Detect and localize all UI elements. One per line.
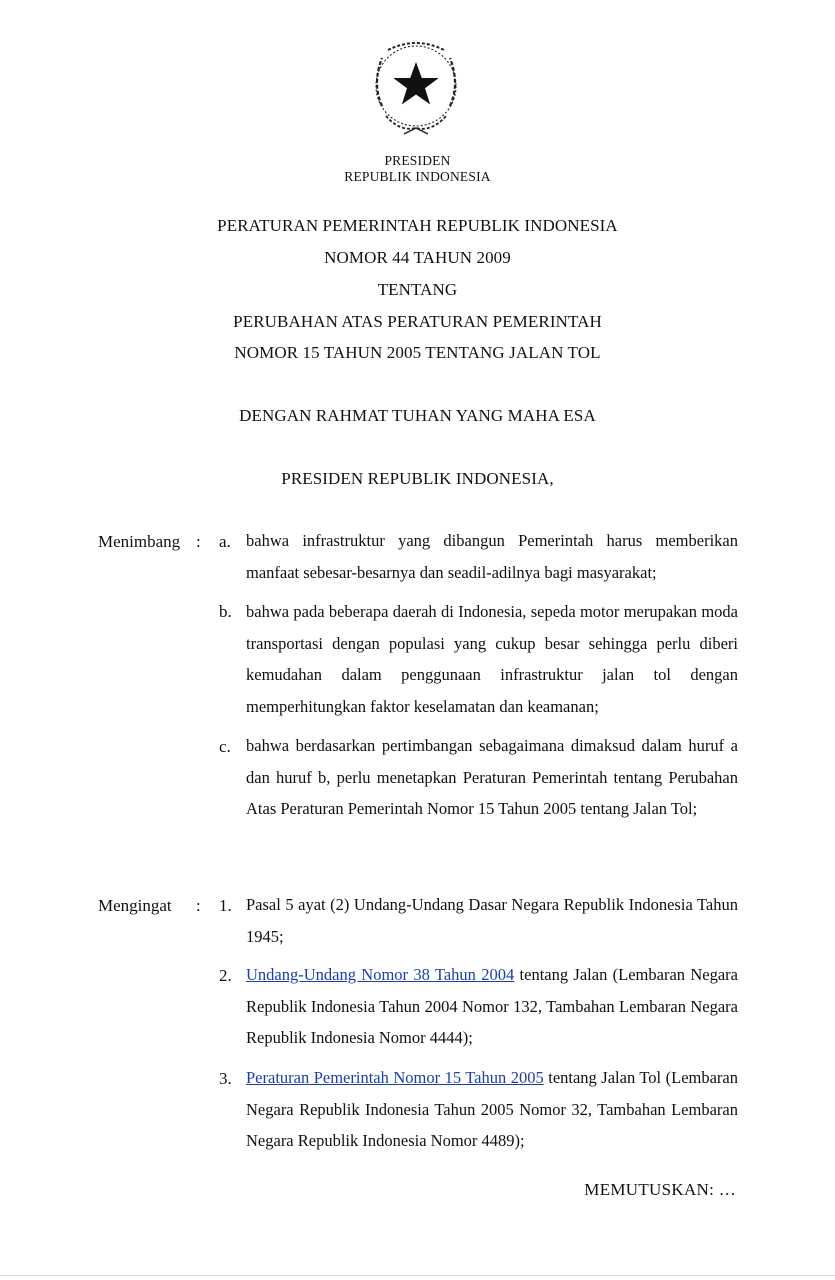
undang-undang-38-2004-link[interactable]: Undang-Undang Nomor 38 Tahun 2004 (246, 965, 515, 984)
menimbang-colon: : (196, 532, 201, 551)
menimbang-label: Menimbang (98, 532, 181, 551)
title-line-5: NOMOR 15 TAHUN 2005 TENTANG JALAN TOL (234, 343, 601, 362)
mengingat-marker-1: 1. (219, 896, 232, 915)
title-line-4: PERUBAHAN ATAS PERATURAN PEMERINTAH (233, 312, 602, 331)
header-line-republik: REPUBLIK INDONESIA (344, 169, 491, 184)
header-line-presiden: PRESIDEN (384, 153, 451, 168)
blessing-line: DENGAN RAHMAT TUHAN YANG MAHA ESA (239, 406, 596, 425)
menimbang-item-a: bahwa infrastruktur yang dibangun Pemerintah harus memberikan manfaat sebesar-besarnya dan seadil-adilnya bagi masyarakat; (246, 531, 738, 582)
menimbang-marker-b: b. (219, 602, 232, 621)
president-line: PRESIDEN REPUBLIK INDONESIA, (281, 469, 554, 488)
menimbang-marker-c: c. (219, 737, 231, 756)
title-line-2: NOMOR 44 TAHUN 2009 (324, 248, 511, 267)
garuda-star-emblem-icon (364, 36, 468, 142)
page-bottom-divider (0, 1275, 835, 1276)
title-line-3: TENTANG (377, 280, 458, 299)
mengingat-item-2 (246, 959, 738, 1054)
menimbang-item-b: bahwa pada beberapa daerah di Indonesia, sepeda motor merupakan moda transportasi dengan populasi yang cukup besar sehingga perlu diberi kemudahan dalam penggunaan infrastruktur jalan tol dengan memperhitungkan faktor keselamatan dan keamanan; (246, 602, 738, 716)
mengingat-marker-2: 2. (219, 966, 232, 985)
mengingat-label: Mengingat (98, 896, 172, 915)
mengingat-item-3-text: tentang Jalan Tol (Lembaran Negara Republik Indonesia Tahun 2005 Nomor 32, Tambahan Lembaran Negara Republik Indonesia Nomor 4489); (246, 1068, 738, 1150)
mengingat-item-1: Pasal 5 ayat (2) Undang-Undang Dasar Negara Republik Indonesia Tahun 1945; (246, 895, 738, 946)
peraturan-pemerintah-15-2005-link[interactable]: Peraturan Pemerintah Nomor 15 Tahun 2005 (246, 1068, 544, 1087)
menimbang-item-c: bahwa berdasarkan pertimbangan sebagaimana dimaksud dalam huruf a dan huruf b, perlu menetapkan Peraturan Pemerintah tentang Perubahan Atas Peraturan Pemerintah Nomor 15 Tahun 2005 tentang Jalan Tol; (246, 736, 738, 818)
memutuskan-continuation: MEMUTUSKAN: … (584, 1180, 736, 1199)
mengingat-marker-3: 3. (219, 1069, 232, 1088)
menimbang-marker-a: a. (219, 532, 231, 551)
mengingat-item-2-text: tentang Jalan (Lembaran Negara Republik Indonesia Tahun 2004 Nomor 132, Tambahan Lembaran Negara Republik Indonesia Nomor 4444); (246, 965, 738, 1047)
mengingat-colon: : (196, 896, 201, 915)
title-line-1: PERATURAN PEMERINTAH REPUBLIK INDONESIA (217, 216, 618, 235)
mengingat-item-3 (246, 1062, 738, 1157)
